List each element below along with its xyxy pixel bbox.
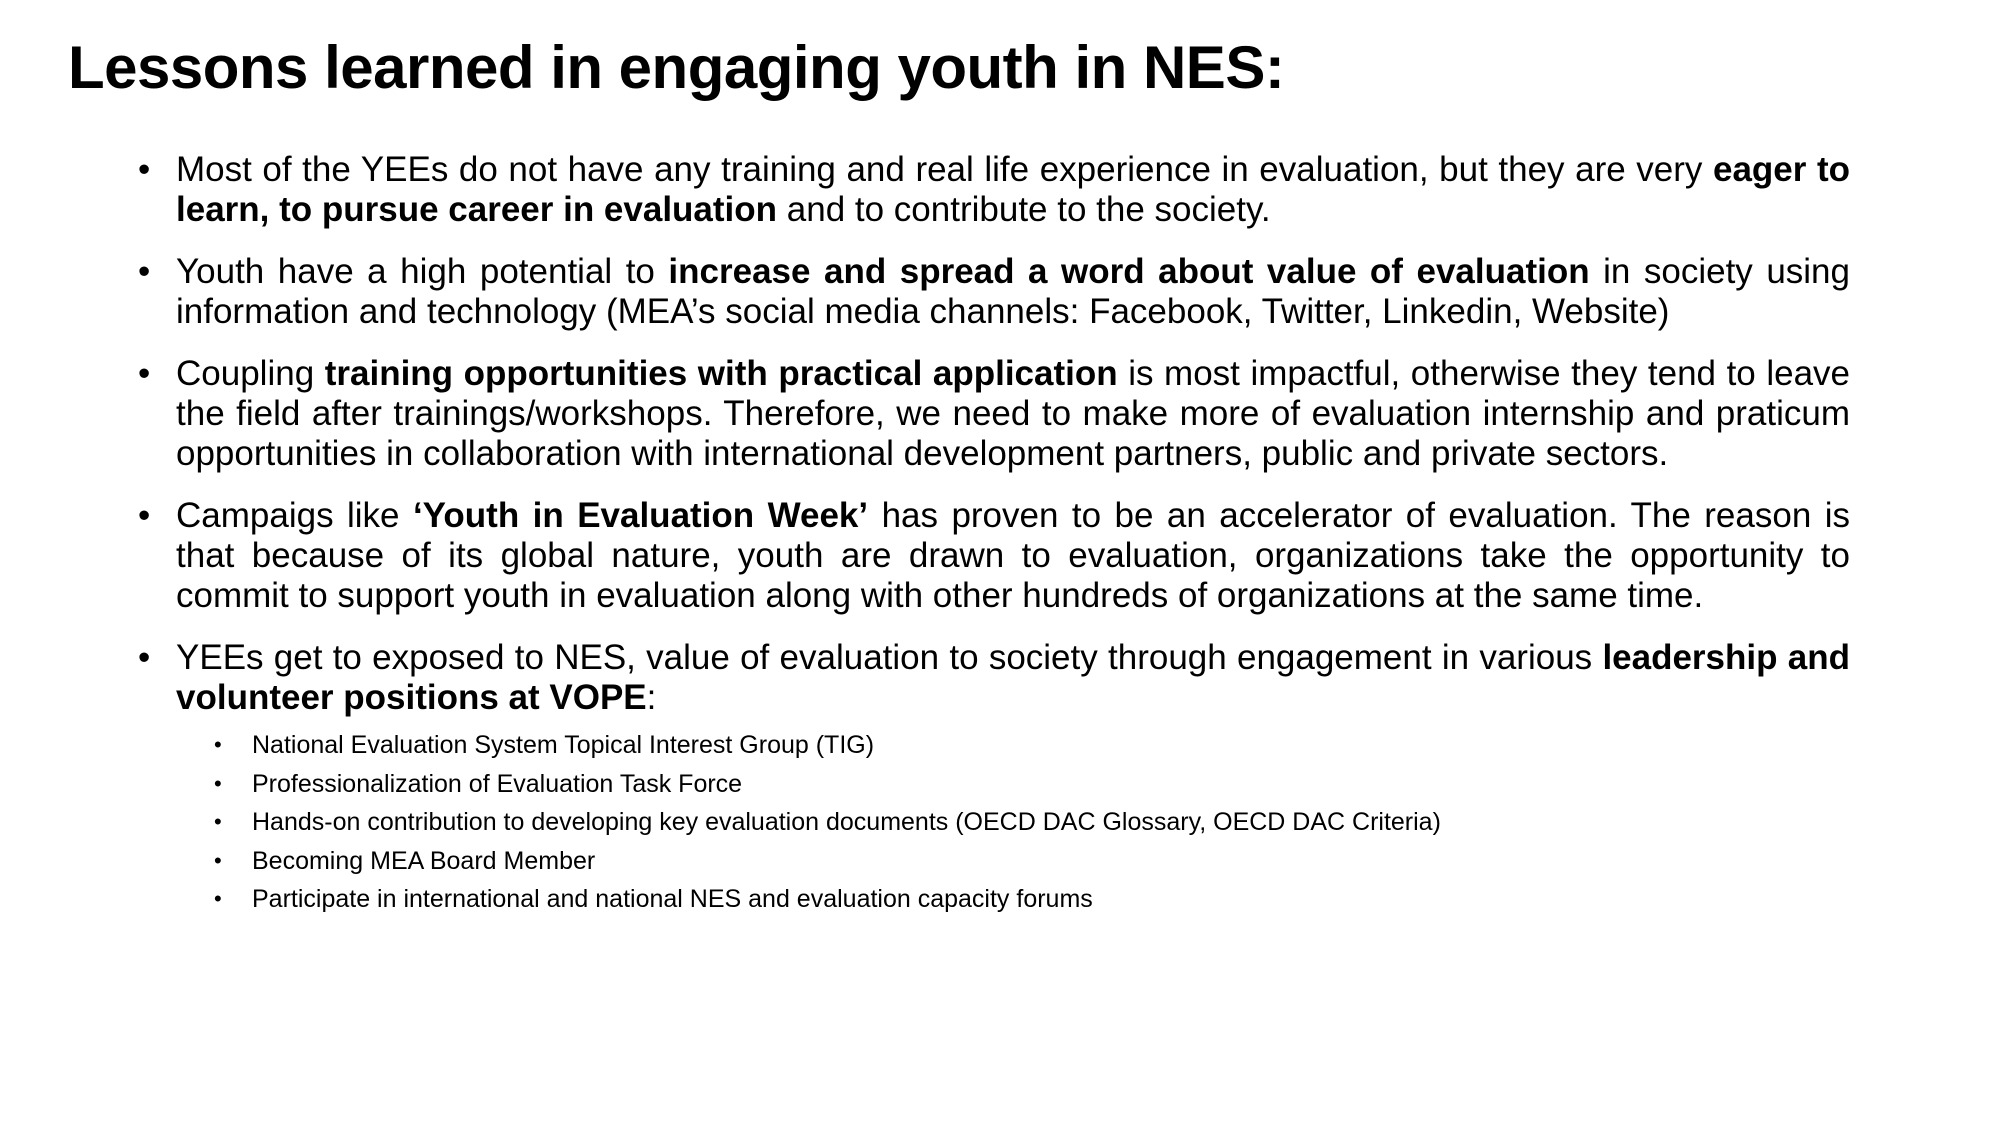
sub-bullet-list — [176, 726, 1850, 919]
bullet-text: is most impactful, otherwise they tend to leave the field after trainings/workshops. Therefore, we need to make more of evaluation internship and praticum opportunities in collaboration with international development partners, public and private sectors. — [176, 354, 1851, 473]
sub-bullet-text: Hands-on contribution to developing key evaluation documents (OECD DAC Glossary, OECD DAC Criteria) — [252, 808, 1441, 836]
bullet-text: Most of the YEEs do not have any training and real life experience in evaluation, but they are very — [176, 150, 1713, 189]
bullet-emphasis: increase and spread a word about value of evaluation — [668, 252, 1590, 291]
bullet-dot-icon: • — [138, 496, 151, 535]
sub-bullet-text: Becoming MEA Board Member — [252, 846, 596, 875]
bullet-list — [138, 150, 1850, 941]
sub-bullet-text: Participate in international and national NES and evaluation capacity forums — [252, 885, 1093, 913]
bullet-text: Coupling — [176, 354, 325, 393]
bullet-item — [138, 638, 1850, 919]
slide-title: Lessons learned in engaging youth in NES: — [68, 34, 1285, 101]
bullet-dot-icon: • — [138, 150, 151, 189]
bullet-item — [138, 150, 1850, 230]
sub-bullet-dot-icon: • — [214, 809, 222, 834]
bullet-emphasis: leadership and volunteer positions at VOPE — [176, 638, 1850, 717]
sub-bullet-item — [214, 880, 1850, 919]
sub-bullet-dot-icon: • — [214, 886, 222, 911]
sub-bullet-dot-icon: • — [214, 847, 222, 873]
bullet-text: : — [646, 678, 657, 717]
bullet-dot-icon: • — [138, 252, 151, 291]
sub-bullet-item — [214, 803, 1850, 842]
sub-bullet-item — [214, 842, 1850, 881]
bullet-item — [138, 496, 1850, 616]
bullet-dot-icon: • — [138, 354, 151, 393]
bullet-text: has proven to be an accelerator of evaluation. The reason is that because of its global nature, youth are drawn to evaluation, organizations take the opportunity to commit to support youth in evaluation along with other hundreds of organizations at the same time. — [176, 496, 1850, 615]
bullet-text: Campaigs like — [176, 496, 413, 535]
bullet-emphasis: training opportunities with practical application — [324, 354, 1118, 393]
bullet-item — [138, 354, 1850, 474]
sub-bullet-item — [214, 765, 1850, 804]
bullet-text: and to contribute to the society. — [777, 190, 1271, 229]
bullet-item — [138, 252, 1850, 332]
sub-bullet-text: Professionalization of Evaluation Task Force — [252, 769, 743, 798]
bullet-text: Youth have a high potential to — [176, 252, 669, 291]
bullet-text: in society using information and technology (MEA’s social media channels: Facebook, Twitter, Linkedin, Website) — [176, 252, 1850, 331]
sub-bullet-item — [214, 726, 1850, 765]
sub-bullet-dot-icon: • — [214, 732, 222, 757]
bullet-dot-icon: • — [138, 638, 151, 677]
bullet-emphasis: ‘Youth in Evaluation Week’ — [412, 496, 869, 535]
bullet-emphasis: eager to learn, to pursue career in evaluation — [176, 150, 1851, 229]
sub-bullet-dot-icon: • — [214, 770, 222, 796]
sub-bullet-text: National Evaluation System Topical Interest Group (TIG) — [252, 731, 875, 759]
bullet-text: YEEs get to exposed to NES, value of evaluation to society through engagement in various — [176, 638, 1603, 677]
